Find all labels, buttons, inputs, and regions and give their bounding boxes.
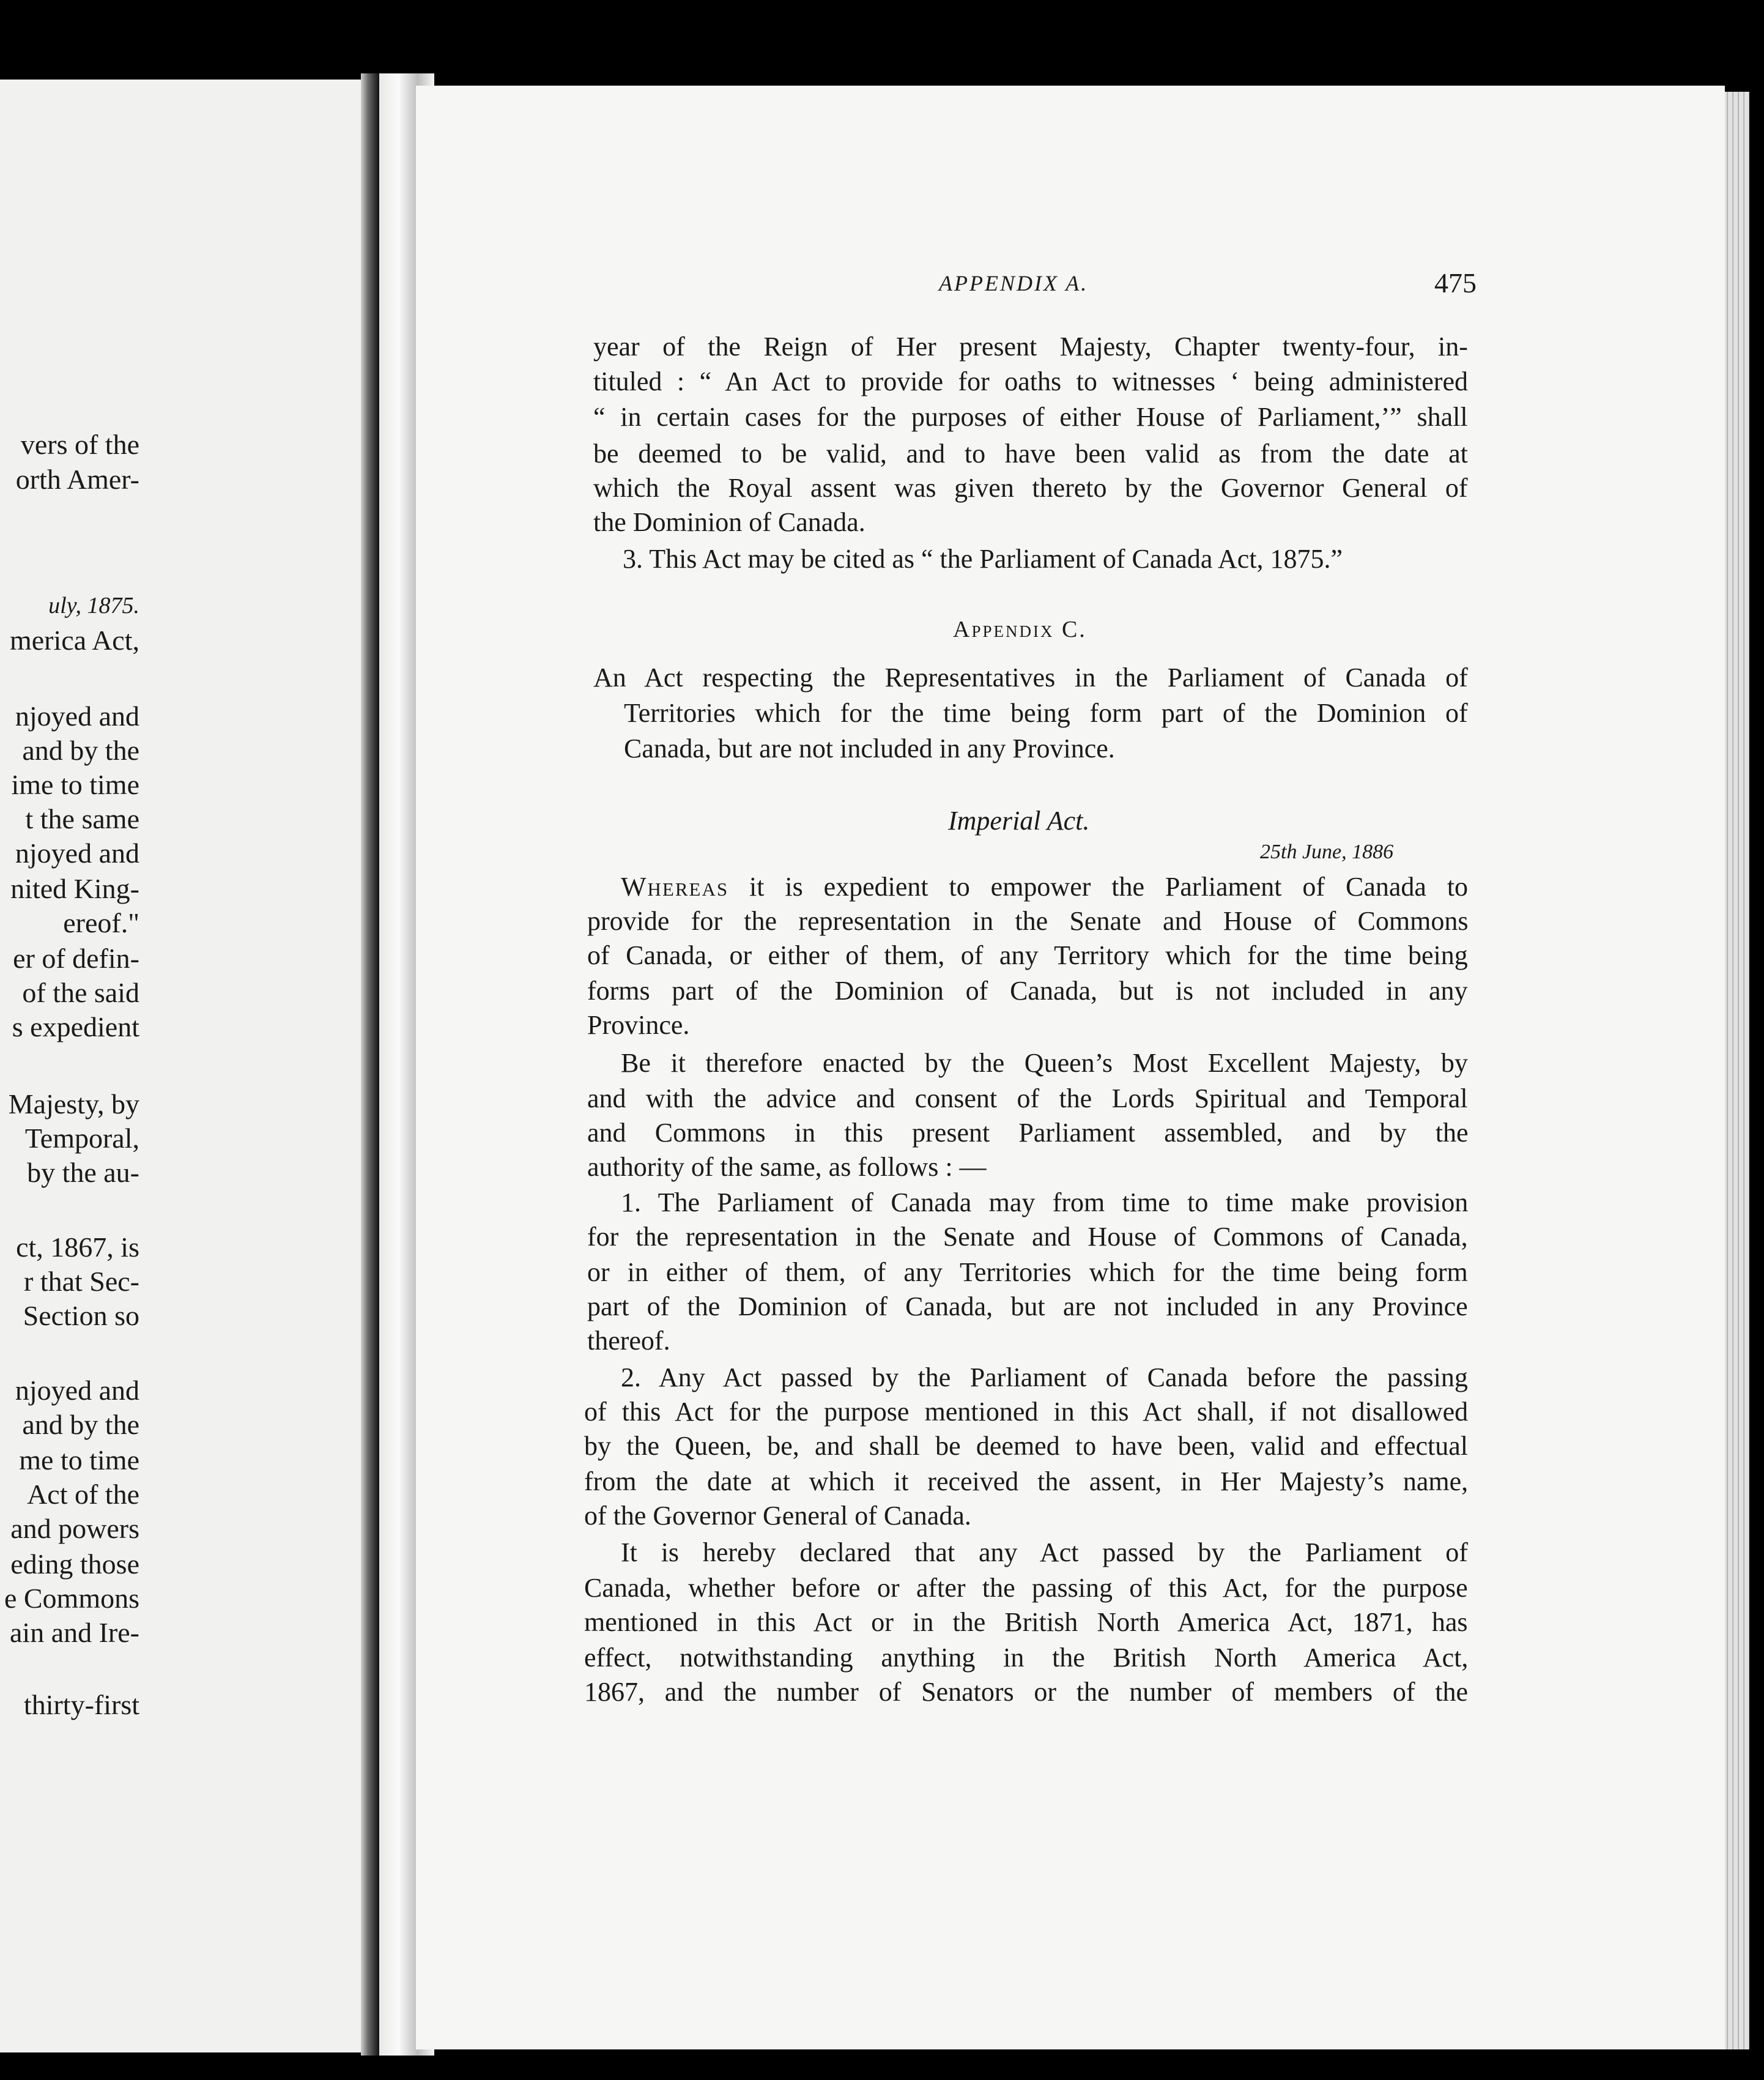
- text-line: “ in certain cases for the purposes of either House of Parliament,’” shall: [593, 402, 1468, 432]
- left-text-line: Section so: [23, 1300, 139, 1331]
- text-line: and Commons in this present Parliament assembled, and by the: [587, 1118, 1469, 1148]
- text-line: 1. The Parliament of Canada may from time to time make provision: [621, 1187, 1469, 1217]
- text-line: of the Governor General of Canada.: [584, 1501, 971, 1531]
- text-line: part of the Dominion of Canada, but are not included in any Province: [587, 1291, 1468, 1321]
- appendix-heading: Appendix C.: [953, 617, 1087, 642]
- left-text-line: ct, 1867, is: [16, 1231, 139, 1263]
- left-text-line: and by the: [22, 1409, 139, 1440]
- text-line: of this Act for the purpose mentioned in this Act shall, if not disallowed: [584, 1397, 1469, 1427]
- left-text-line: er of defin-: [13, 943, 139, 974]
- left-text-line: and powers: [10, 1513, 139, 1544]
- text-line: provide for the representation in the Senate and House of Commons: [587, 906, 1469, 936]
- text-line: 1867, and the number of Senators or the number of members of the: [584, 1677, 1469, 1707]
- left-text-line: me to time: [19, 1444, 139, 1476]
- left-text-line: of the said: [22, 977, 139, 1008]
- left-text-line: thirty-first: [23, 1689, 139, 1720]
- left-text-line: ain and Ire-: [10, 1617, 139, 1648]
- left-text-line: eding those: [10, 1548, 139, 1580]
- text-line: Province.: [587, 1010, 690, 1040]
- text-line: 2. Any Act passed by the Parliament of Canada before the passing: [621, 1362, 1468, 1392]
- left-text-line: vers of the: [20, 429, 139, 460]
- left-text-line: merica Act,: [9, 625, 139, 656]
- text-line: tituled : “ An Act to provide for oaths to witnesses ‘ being administered: [593, 366, 1468, 396]
- text-line: or in either of them, of any Territories which for the time being form: [587, 1257, 1468, 1287]
- text-line: of Canada, or either of them, of any Territory which for the time being: [587, 940, 1468, 970]
- text-line: for the representation in the Senate and House of Commons of Canada,: [587, 1222, 1468, 1252]
- left-text-line: ereof.": [63, 907, 139, 938]
- left-text-line: by the au-: [27, 1157, 139, 1188]
- left-text-line: nited King-: [10, 873, 139, 904]
- left-page-edge: [361, 73, 379, 2056]
- left-text-line: njoyed and: [15, 1375, 139, 1406]
- text-line: thereof.: [587, 1326, 670, 1356]
- text-line: Canada, whether before or after the passing of this Act, for the purpose: [584, 1573, 1468, 1603]
- left-text-line: Majesty, by: [8, 1088, 139, 1120]
- subheading: Imperial Act.: [948, 806, 1090, 836]
- left-text-line: uly, 1875.: [48, 593, 139, 618]
- left-text-line: t the same: [25, 803, 139, 834]
- whereas-word: Whereas: [621, 872, 729, 902]
- page-number: 475: [1434, 267, 1477, 299]
- text-line: from the date at which it received the assent, in Her Majesty’s name,: [584, 1466, 1469, 1496]
- act-title-line: Canada, but are not included in any Province.: [624, 734, 1115, 763]
- left-text-line: ime to time: [11, 769, 139, 800]
- act-title-line: An Act respecting the Representatives in the Parliament of Canada of: [593, 663, 1468, 693]
- act-date: 25th June, 1886: [1260, 841, 1394, 863]
- text-line: the Dominion of Canada.: [593, 507, 865, 537]
- left-text-line: and by the: [22, 735, 139, 766]
- text-line: effect, notwithstanding anything in the British North America Act,: [584, 1643, 1469, 1673]
- text-line: which the Royal assent was given thereto by the Governor General of: [593, 473, 1468, 503]
- left-text-line: njoyed and: [15, 700, 139, 732]
- left-text-line: orth Amer-: [15, 464, 139, 495]
- left-text-line: e Commons: [4, 1583, 139, 1614]
- act-title-line: Territories which for the time being form part of the Dominion of: [624, 698, 1468, 728]
- text-line: mentioned in this Act or in the British North America Act, 1871, has: [584, 1607, 1468, 1637]
- text-span: it is expedient to empower the Parliament of Canada to: [749, 872, 1469, 902]
- left-text-line: r that Sec-: [23, 1266, 139, 1297]
- left-text-line: s expedient: [12, 1011, 139, 1042]
- text-line: It is hereby declared that any Act passed by the Parliament of: [621, 1537, 1468, 1567]
- left-page: [0, 80, 364, 2052]
- text-line: by the Queen, be, and shall be deemed to have been, valid and effectual: [584, 1431, 1469, 1461]
- text-line: be deemed to be valid, and to have been valid as from the date at: [593, 439, 1468, 469]
- text-line: year of the Reign of Her present Majesty, Chapter twenty-four, in-: [593, 332, 1468, 362]
- text-line: and with the advice and consent of the Lords Spiritual and Temporal: [587, 1083, 1468, 1113]
- running-head: APPENDIX A.: [939, 271, 1089, 295]
- left-text-line: Act of the: [27, 1479, 139, 1510]
- text-line: forms part of the Dominion of Canada, but is not included in any: [587, 976, 1468, 1006]
- text-line: [621, 874, 1468, 901]
- text-line: authority of the same, as follows : —: [587, 1152, 987, 1182]
- left-text-line: njoyed and: [15, 838, 139, 869]
- right-page: [416, 86, 1725, 2049]
- left-text-line: Temporal,: [24, 1123, 139, 1154]
- text-line: Be it therefore enacted by the Queen’s Most Excellent Majesty, by: [621, 1048, 1468, 1078]
- text-line: 3. This Act may be cited as “ the Parliament of Canada Act, 1875.”: [623, 544, 1343, 574]
